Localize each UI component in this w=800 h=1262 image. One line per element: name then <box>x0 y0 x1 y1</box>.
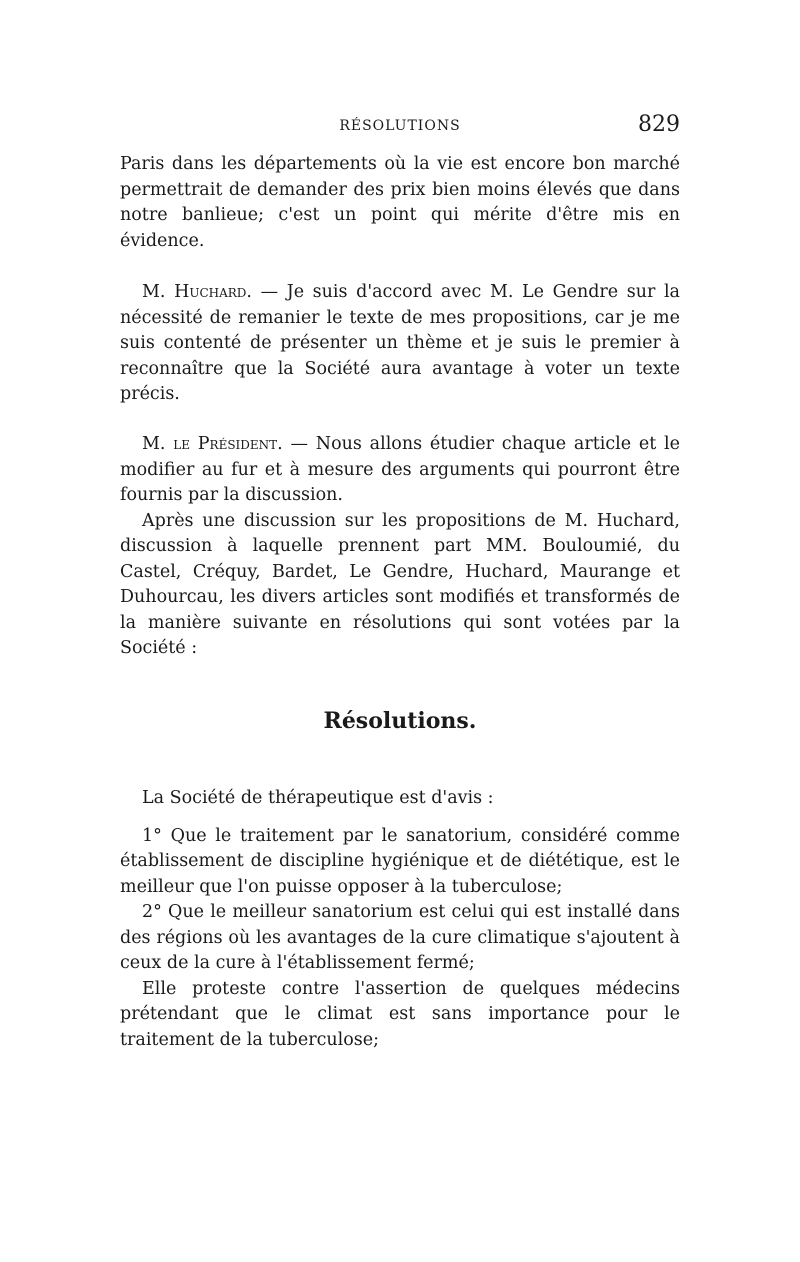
speaker-name: M. le Président. <box>142 434 283 454</box>
speech-paragraph <box>120 280 680 408</box>
president-speech <box>120 432 680 662</box>
running-head-title: RÉSOLUTIONS <box>339 118 461 134</box>
resolution-item: 2° Que le meilleur sanatorium est celui qui est installé dans des régions où les avantages de la cure climatique s'ajoutent à ceux de la cure à l'établissement fermé; <box>120 902 680 973</box>
discussion-paragraph: Après une discussion sur les propositions de M. Huchard, discussion à laquelle prennent part MM. Bouloumié, du Castel, Créquy, Bardet, Le Gendre, Huchard, Maurange et Duhourcau, les divers articles sont modifiés et transformés de la manière suivante en résolutions qui sont votées par la Société : <box>120 510 680 658</box>
running-head <box>120 112 680 142</box>
resolutions-intro: La Société de thérapeutique est d'avis : <box>142 788 494 808</box>
speech-text: — Nous allons étudier chaque article et le modifier au fur et à mesure des arguments qui pourront être fournis par la discussion. <box>120 434 680 505</box>
page-number: 829 <box>638 112 680 137</box>
paragraph-text: Paris dans les départements où la vie est encore bon marché permettrait de demander des prix bien moins élevés que dans notre banlieue; c'est un point qui mérite d'être mis en évidence. <box>120 154 680 251</box>
speaker-name: M. Huchard. <box>142 282 252 302</box>
continuation-paragraph <box>120 152 680 254</box>
huchard-speech <box>120 280 680 408</box>
section-heading: Résolutions. <box>323 708 477 734</box>
resolutions-block <box>120 786 680 1053</box>
speech-paragraph <box>120 432 680 509</box>
speech-text: — Je suis d'accord avec M. Le Gendre sur la nécessité de remanier le texte de mes propositions, car je me suis contenté de présenter un thème et je suis le premier à reconnaître que la Société aura avantage à voter un texte précis. <box>120 282 680 404</box>
resolution-item: Elle proteste contre l'assertion de quelques médecins prétendant que le climat est sans importance pour le traitement de la tuberculose; <box>120 978 680 1050</box>
resolution-item: 1° Que le traitement par le sanatorium, considéré comme établissement de discipline hygiénique et de diététique, est le meilleur que l'on puisse opposer à la tuberculose; <box>120 825 680 897</box>
